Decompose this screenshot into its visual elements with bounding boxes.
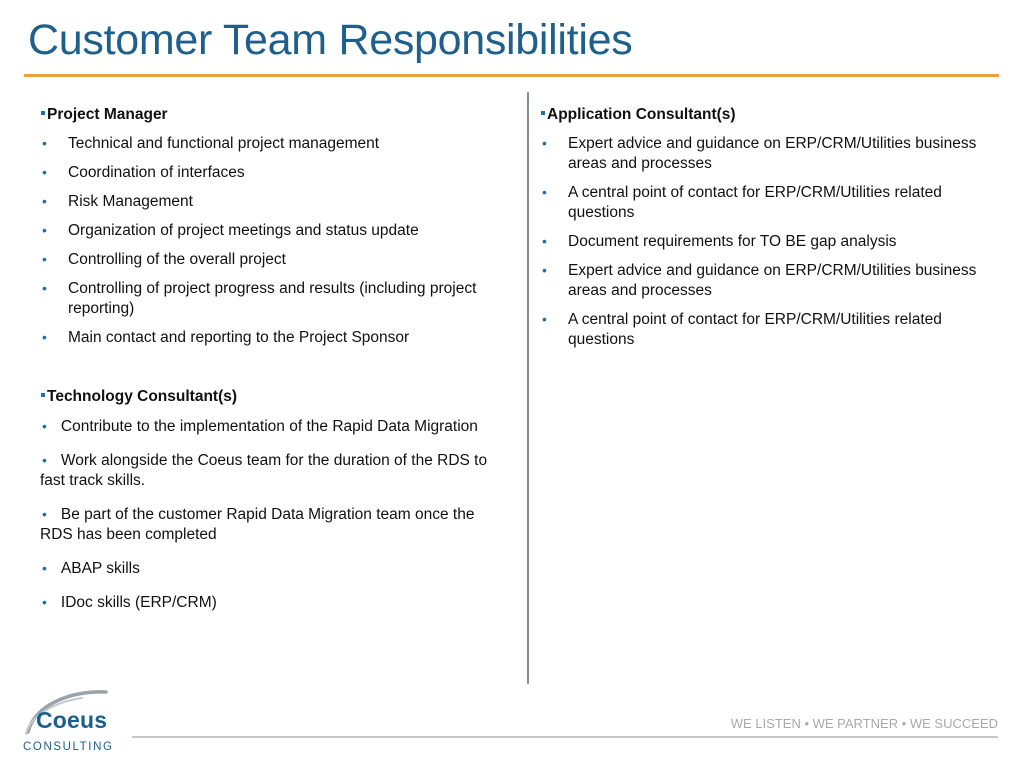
footer-tagline: WE LISTEN • WE PARTNER • WE SUCCEED	[730, 716, 998, 731]
bullet-icon: •	[42, 193, 47, 209]
section-heading-application-consultant	[540, 105, 1000, 125]
bullet-icon: •	[542, 184, 547, 200]
bullet-icon: •	[542, 135, 547, 151]
list-item: • Expert advice and guidance on ERP/CRM/Utilities business areas and processes	[542, 135, 977, 172]
bullet-icon: •	[542, 262, 547, 278]
list-item: • IDoc skills (ERP/CRM)	[42, 594, 217, 611]
list-item: • Contribute to the implementation of the Rapid Data Migration	[42, 418, 478, 435]
right-column	[540, 105, 1000, 359]
square-bullet-icon	[541, 111, 545, 115]
bullet-icon: •	[42, 418, 47, 434]
list-item: • Risk Management	[42, 193, 193, 210]
application-consultant-list	[540, 134, 1000, 350]
list-item: • Work alongside the Coeus team for the duration of the RDS to fast track skills.	[40, 452, 488, 489]
project-manager-list	[40, 134, 510, 348]
list-item: • A central point of contact for ERP/CRM/Utilities related questions	[542, 311, 942, 348]
bullet-icon: •	[42, 594, 47, 610]
list-item: • Controlling of project progress and results (including project reporting)	[42, 280, 477, 317]
section-heading-project-manager	[40, 105, 510, 125]
list-item: • Main contact and reporting to the Project Sponsor	[42, 329, 410, 346]
list-item: • Technical and functional project management	[42, 135, 380, 152]
list-item: • Controlling of the overall project	[42, 251, 286, 268]
bullet-icon: •	[42, 452, 47, 468]
heading-text: Application Consultant(s)	[547, 106, 736, 123]
technology-consultant-list	[40, 416, 510, 613]
bullet-icon: •	[42, 222, 47, 238]
logo-subtitle: CONSULTING	[23, 741, 114, 753]
heading-text: Project Manager	[47, 106, 168, 123]
slide-title: Customer Team Responsibilities	[28, 16, 633, 64]
bullet-icon: •	[542, 311, 547, 327]
logo-wordmark: Coeus	[36, 707, 108, 733]
left-column	[40, 105, 510, 626]
bullet-icon: •	[42, 280, 47, 296]
footer-rule	[132, 736, 998, 738]
title-underline	[24, 74, 999, 77]
bullet-icon: •	[42, 251, 47, 267]
bullet-icon: •	[42, 560, 47, 576]
bullet-icon: •	[42, 329, 47, 345]
list-item: • A central point of contact for ERP/CRM/Utilities related questions	[542, 184, 942, 221]
list-item: • Coordination of interfaces	[42, 164, 245, 181]
bullet-icon: •	[42, 506, 47, 522]
list-item: • Organization of project meetings and status update	[42, 222, 419, 239]
list-item: • Expert advice and guidance on ERP/CRM/Utilities business areas and processes	[542, 262, 977, 299]
square-bullet-icon	[41, 393, 45, 397]
bullet-icon: •	[42, 135, 47, 151]
heading-text: Technology Consultant(s)	[47, 388, 238, 405]
square-bullet-icon	[41, 111, 45, 115]
bullet-icon: •	[542, 233, 547, 249]
list-item: • Be part of the customer Rapid Data Migration team once the RDS has been completed	[40, 506, 475, 543]
bullet-icon: •	[42, 164, 47, 180]
column-divider	[527, 92, 529, 684]
list-item: • ABAP skills	[42, 560, 140, 577]
section-heading-technology-consultant	[40, 387, 510, 407]
list-item: • Document requirements for TO BE gap analysis	[542, 233, 897, 250]
